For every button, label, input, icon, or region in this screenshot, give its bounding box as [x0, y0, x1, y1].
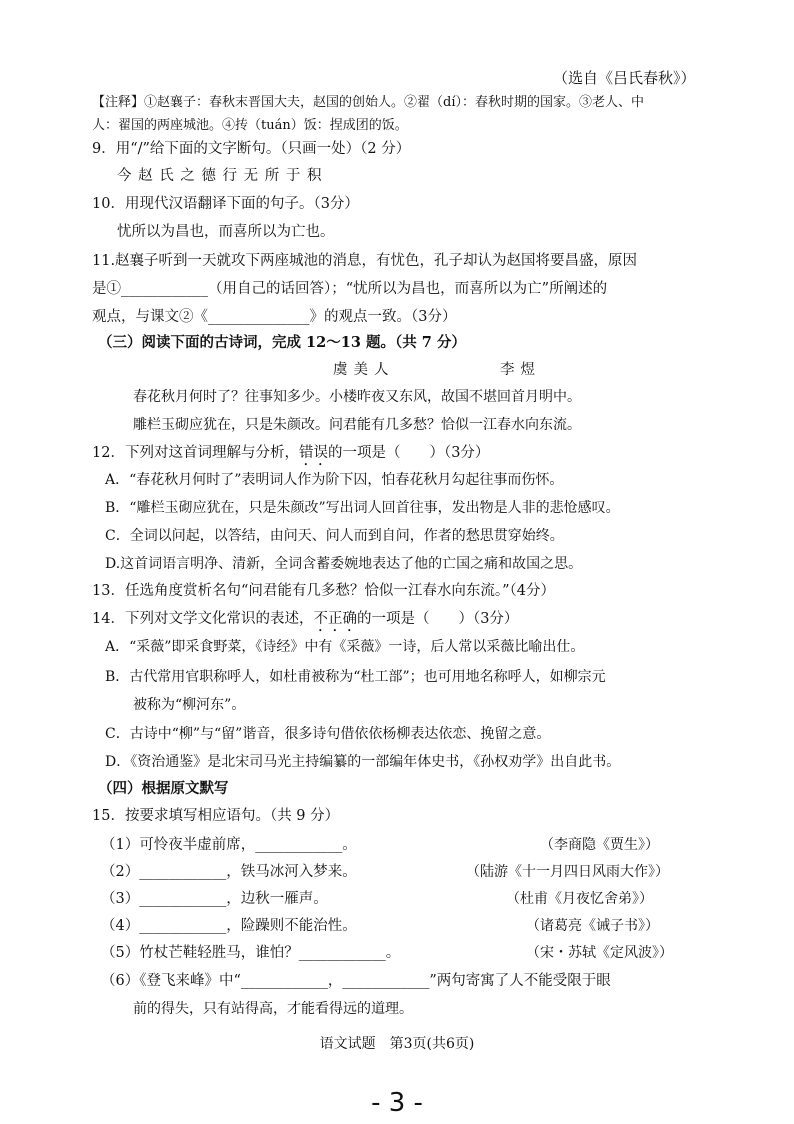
- exam-footer: 语文试题 第3页(共6页): [319, 1036, 475, 1052]
- annotation-line-2: 人：翟国的两座城池。④抟（tuán）饭：捏成团的饭。: [92, 118, 408, 133]
- question-10: 10．用现代汉语翻译下面的句子。（3分）: [92, 196, 359, 212]
- question-14-emphasis: 不正确: [313, 611, 357, 627]
- question-12-option-d: D.这首词语言明净、清新，全词含蓄委婉地表达了他的亡国之痛和故国之思。: [105, 556, 583, 572]
- question-9-passage: 今 赵 氏 之 德 行 无 所 于 积: [117, 168, 323, 184]
- question-14-option-d: D．《资治通鉴》是北宋司马光主持编纂的一部编年体史书，《孙权劝学》出自此书。: [105, 754, 621, 770]
- question-11-line-3: 观点，与课文②《______________》的观点一致。（3分）: [92, 309, 457, 325]
- question-15-item-5: （5）竹杖芒鞋轻胜马，谁怕？____________。: [101, 945, 401, 961]
- question-15-item-1-source: （李商隐《贾生》）: [540, 837, 659, 853]
- question-15-item-3-source: （杜甫《月夜忆舍弟》）: [506, 891, 653, 907]
- question-9: 9．用“/”给下面的文字断句。（只画一处）（2 分）: [92, 141, 411, 157]
- question-14-option-b-line-2: 被称为“柳河东”。: [133, 697, 246, 713]
- source-citation: （选自《吕氏春秋》）: [553, 69, 696, 87]
- question-15-item-2-source: （陆游《十一月四日风雨大作》）: [466, 864, 669, 880]
- question-12-stem-end: 的一项是（ ）（3分）: [327, 445, 490, 461]
- question-14-stem-text: 14．下列对文学文化常识的表述，: [92, 611, 314, 627]
- question-15-item-3: （3）____________，边秋一雁声。: [101, 891, 328, 907]
- poem-title: 虞美人: [333, 362, 395, 378]
- poem-author: 李煜: [500, 362, 541, 378]
- question-15-item-1: （1）可怜夜半虚前席，____________。: [101, 837, 357, 853]
- page-number: - 3 -: [371, 1088, 423, 1118]
- question-15: 15．按要求填写相应语句。（共 9 分）: [92, 808, 340, 824]
- question-11-line-1: 11.赵襄子听到一天就攻下两座城池的消息，有忧色，孔子却认为赵国将要昌盛，原因: [92, 253, 638, 269]
- question-12-option-a: A．“春花秋月何时了”表明词人作为阶下囚，怕春花秋月勾起往事而伤怀。: [105, 472, 564, 488]
- question-15-item-4: （4）____________，险躁则不能治性。: [101, 918, 357, 934]
- question-15-item-2: （2）____________，铁马冰河入梦来。: [101, 864, 357, 880]
- section-4-heading: （四）根据原文默写: [98, 780, 229, 797]
- question-14-option-c: C．古诗中“柳”与“留”谐音，很多诗句借依依杨柳表达依恋、挽留之意。: [105, 726, 551, 742]
- question-14-option-b-line-1: B．古代常用官职称呼人，如杜甫被称为“杜工部”；也可用地名称呼人，如柳宗元: [105, 669, 606, 685]
- question-14-option-a: A．“采薇”即采食野菜，《诗经》中有《采薇》一诗，后人常以采薇比喻出仕。: [105, 639, 585, 655]
- question-15-item-6-line-1: （6）《登飞来峰》中“____________，____________”两句寄寓了人不能受限于眼: [101, 973, 611, 989]
- question-12-emphasis: 错误: [298, 445, 328, 461]
- poem-line-1: 春花秋月何时了？往事知多少。小楼昨夜又东风，故国不堪回首月明中。: [133, 389, 581, 405]
- poem-line-2: 雕栏玉砌应犹在，只是朱颜改。问君能有几多愁？恰似一江春水向东流。: [133, 417, 581, 433]
- question-12-option-b: B．“雕栏玉砌应犹在，只是朱颜改”写出词人回首往事，发出物是人非的悲怆感叹。: [105, 500, 620, 516]
- question-15-item-4-source: （诸葛亮《诫子书》）: [526, 918, 659, 934]
- question-15-item-5-source: （宋・苏轼《定风波》）: [526, 945, 673, 961]
- question-12-stem: [92, 443, 489, 469]
- section-3-heading: （三）阅读下面的古诗词，完成 12～13 题。（共 7 分）: [98, 334, 466, 351]
- question-11-line-2: 是①____________（用自己的话回答）；“忧所以为昌也，而喜所以为亡”所阐述的: [92, 281, 608, 297]
- question-12-stem-text: 12．下列对这首词理解与分析，: [92, 445, 299, 461]
- question-12-option-c: C．全词以问起，以答结，由问天、问人而到自问，作者的愁思贯穿始终。: [105, 528, 564, 544]
- question-13: 13．任选角度赏析名句“问君能有几多愁？恰似一江春水向东流。”（4分）: [92, 583, 555, 599]
- question-15-item-6-line-2: 前的得失，只有站得高，才能看得远的道理。: [133, 1001, 413, 1017]
- annotation-line-1: 【注释】①赵襄子：春秋末晋国大夫，赵国的创始人。②翟（dí）：春秋时期的国家。③老人、中: [92, 95, 644, 110]
- question-14-stem: [92, 609, 518, 635]
- question-14-stem-end: 的一项是（ ）（3分）: [356, 611, 519, 627]
- question-10-sentence: 忧所以为昌也，而喜所以为亡也。: [117, 224, 335, 240]
